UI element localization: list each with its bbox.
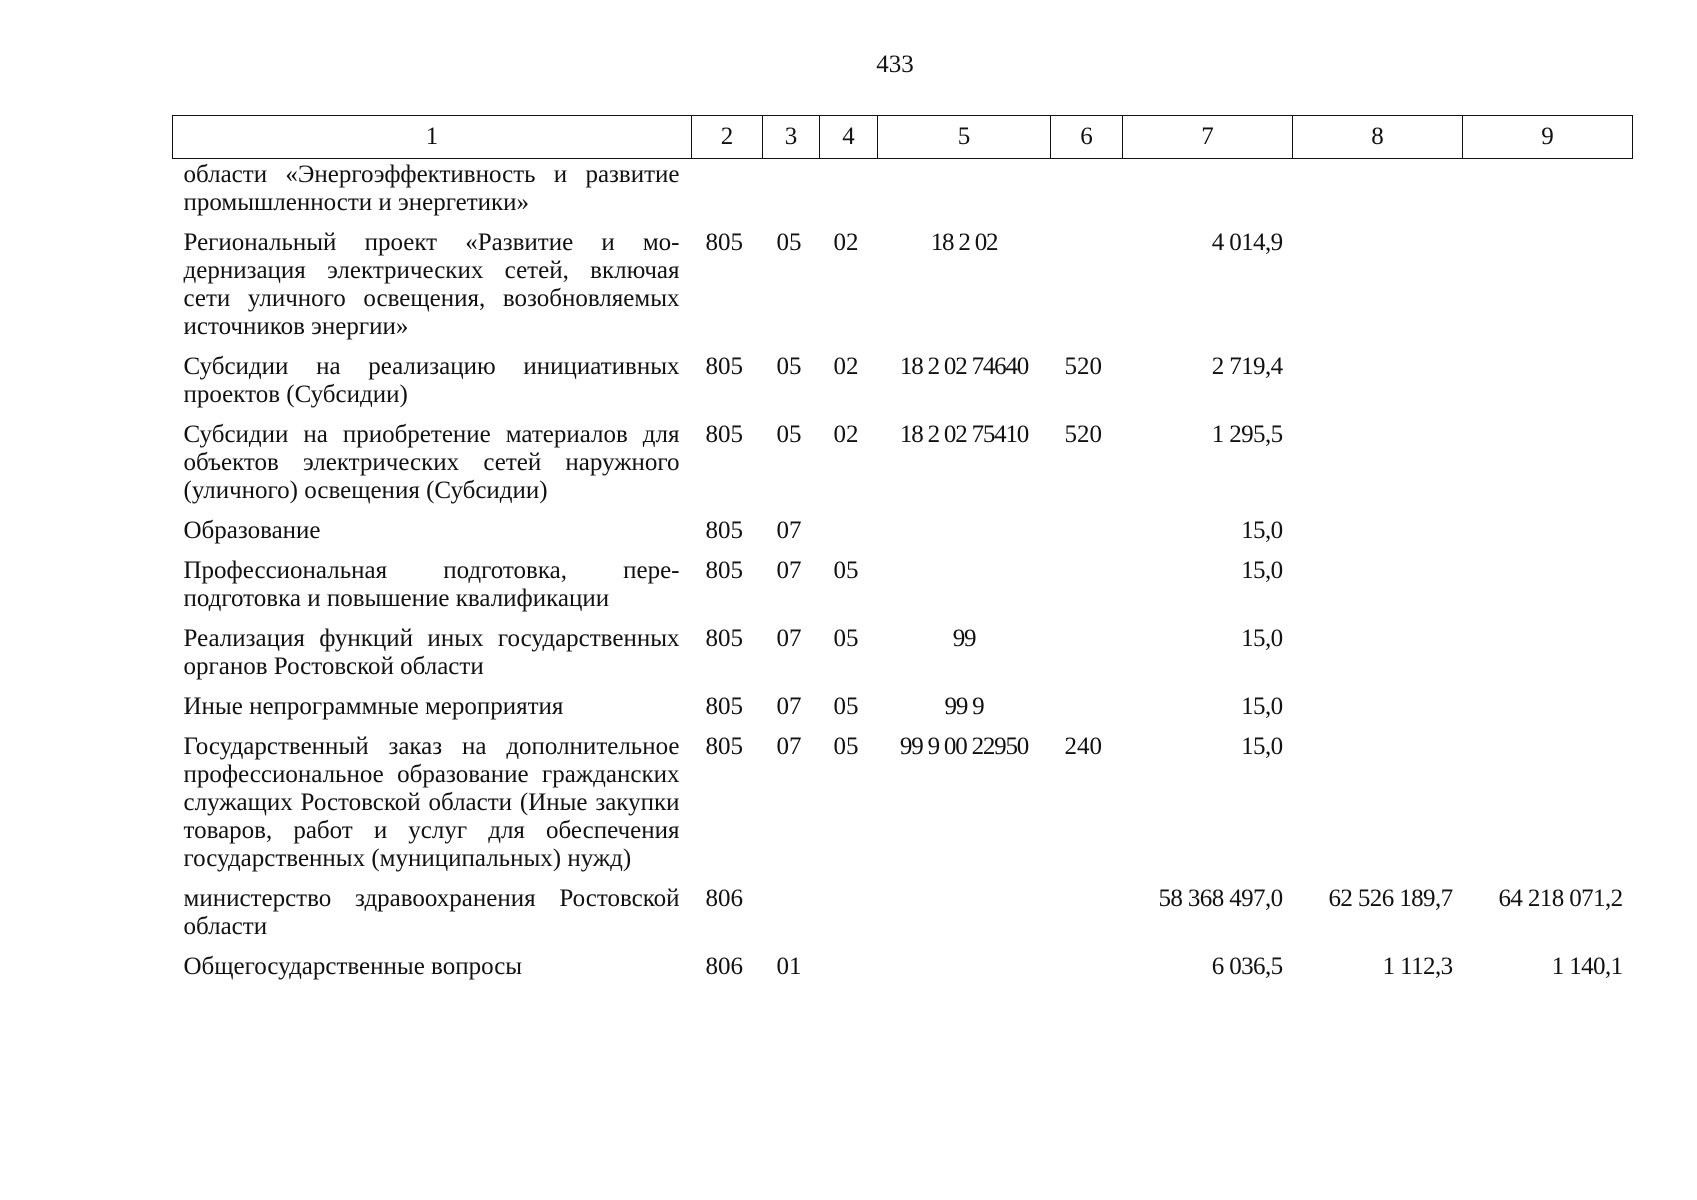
table-row [173,693,1633,733]
cell-expense-type: 520 [1064,353,1102,380]
cell-amount-1: 15,0 [1241,693,1283,720]
row-name: Реализация функций иных государственных органов Ростовской области [183,625,680,680]
table-row [173,885,1633,953]
cell-subsection: 05 [833,625,859,652]
cell-amount-3 [1463,421,1633,517]
cell-section: 05 [776,229,802,256]
table-row [173,159,1633,230]
cell-subsection: 02 [833,421,859,448]
row-name: области «Энергоэффективность и развитие промышленности и энергетики» [183,161,680,216]
cell-admin-code: 806 [705,885,743,912]
cell-subsection: 02 [833,229,859,256]
table-row [173,353,1633,421]
cell-expense-type [1051,517,1123,557]
cell-section: 01 [776,953,802,980]
cell-amount-3 [1463,557,1633,625]
cell-subsection: 05 [833,693,859,720]
column-header: 1 [173,116,692,159]
cell-target-article [878,885,1051,953]
cell-amount-1: 15,0 [1241,557,1283,584]
cell-amount-3 [1463,733,1633,885]
cell-expense-type [1051,557,1123,625]
cell-amount-2 [1293,625,1463,693]
cell-amount-3: 1 140,1 [1551,953,1623,980]
budget-table [172,115,1633,993]
column-header: 2 [692,116,763,159]
cell-subsection [820,953,878,993]
row-name: Государственный заказ на дополнительное профессиональное образование гражданских служащих Ростовской области (Иные закупки товаров, работ и услуг для обеспечения государственных (муниципальных) нужд) [183,733,680,872]
row-name: Субсидии на приобретение материалов для объектов электрических сетей наружного (уличного) освещения (Субсидии) [183,421,680,504]
cell-section: 07 [776,517,802,544]
cell-expense-type: 520 [1064,421,1102,448]
cell-target-article: 99 9 [944,693,984,720]
cell-amount-3 [1463,693,1633,733]
table-header-row [173,116,1633,159]
cell-subsection: 05 [833,557,859,584]
table-row [173,229,1633,353]
cell-target-article: 99 9 00 22950 [899,733,1029,760]
cell-target-article: 18 2 02 [930,229,998,256]
row-name: Иные непрограммные мероприятия [183,693,564,720]
row-name: Региональный проект «Развитие и модернизация электрических сетей, включая сети уличного освещения, возобновляемых источников энергии» [183,229,680,340]
column-header: 7 [1123,116,1293,159]
cell-subsection [820,159,878,230]
cell-admin-code: 805 [705,421,743,448]
table-row [173,421,1633,517]
cell-target-article [878,159,1051,230]
cell-section: 07 [776,733,802,760]
cell-expense-type [1051,229,1123,353]
cell-admin-code: 805 [705,733,743,760]
cell-amount-1: 15,0 [1241,625,1283,652]
cell-amount-3 [1463,625,1633,693]
cell-amount-2 [1293,733,1463,885]
cell-expense-type [1051,885,1123,953]
row-name: Образование [183,517,321,544]
cell-amount-1: 1 295,5 [1211,421,1283,448]
cell-admin-code: 805 [705,517,743,544]
cell-admin-code: 805 [705,625,743,652]
cell-section: 07 [776,557,802,584]
table-row [173,953,1633,993]
column-header: 5 [878,116,1051,159]
table-row [173,733,1633,885]
cell-admin-code: 805 [705,229,743,256]
cell-target-article [878,517,1051,557]
cell-amount-2 [1293,693,1463,733]
cell-expense-type [1051,625,1123,693]
table-row [173,557,1633,625]
cell-subsection: 02 [833,353,859,380]
cell-section: 07 [776,693,802,720]
cell-amount-3 [1463,159,1633,230]
cell-admin-code: 806 [705,953,743,980]
row-name: Профессиональная подготовка, переподготовка и повышение квалификации [183,557,680,612]
cell-expense-type [1051,159,1123,230]
column-header: 6 [1051,116,1123,159]
cell-amount-2: 1 112,3 [1382,953,1453,980]
column-header: 3 [763,116,820,159]
table-row [173,517,1633,557]
page-number: 433 [876,51,914,78]
column-header: 4 [820,116,878,159]
cell-amount-3 [1463,517,1633,557]
cell-amount-1: 58 368 497,0 [1158,885,1283,912]
cell-amount-1: 15,0 [1241,733,1283,760]
cell-amount-2 [1293,421,1463,517]
cell-amount-2 [1293,229,1463,353]
cell-subsection [820,885,878,953]
cell-subsection: 05 [833,733,859,760]
cell-amount-3: 64 218 071,2 [1498,885,1623,912]
cell-admin-code: 805 [705,693,743,720]
cell-amount-1: 15,0 [1241,517,1283,544]
cell-section: 05 [776,421,802,448]
cell-subsection [820,517,878,557]
cell-section [763,159,820,230]
row-name: Субсидии на реализацию инициативных проектов (Субсидии) [183,353,680,408]
cell-expense-type [1051,693,1123,733]
row-name: Общегосударственные вопросы [183,953,523,980]
cell-amount-3 [1463,353,1633,421]
row-name: министерство здравоохранения Ростовской области [183,885,680,940]
cell-amount-2 [1293,353,1463,421]
cell-amount-1: 4 014,9 [1211,229,1283,256]
cell-section [763,885,820,953]
cell-target-article: 99 [952,625,976,652]
cell-section: 07 [776,625,802,652]
cell-amount-2 [1293,517,1463,557]
cell-target-article: 18 2 02 75410 [899,421,1029,448]
cell-section: 05 [776,353,802,380]
cell-admin-code [692,159,763,230]
cell-target-article [878,557,1051,625]
cell-amount-1: 2 719,4 [1211,353,1283,380]
column-header: 9 [1463,116,1633,159]
cell-amount-3 [1463,229,1633,353]
table-row [173,625,1633,693]
cell-expense-type: 240 [1064,733,1102,760]
cell-amount-2 [1293,557,1463,625]
column-header: 8 [1293,116,1463,159]
cell-amount-2 [1293,159,1463,230]
cell-admin-code: 805 [705,353,743,380]
cell-amount-1 [1123,159,1293,230]
cell-target-article [878,953,1051,993]
cell-amount-2: 62 526 189,7 [1328,885,1453,912]
cell-amount-1: 6 036,5 [1211,953,1283,980]
cell-target-article: 18 2 02 74640 [899,353,1029,380]
cell-admin-code: 805 [705,557,743,584]
cell-expense-type [1051,953,1123,993]
